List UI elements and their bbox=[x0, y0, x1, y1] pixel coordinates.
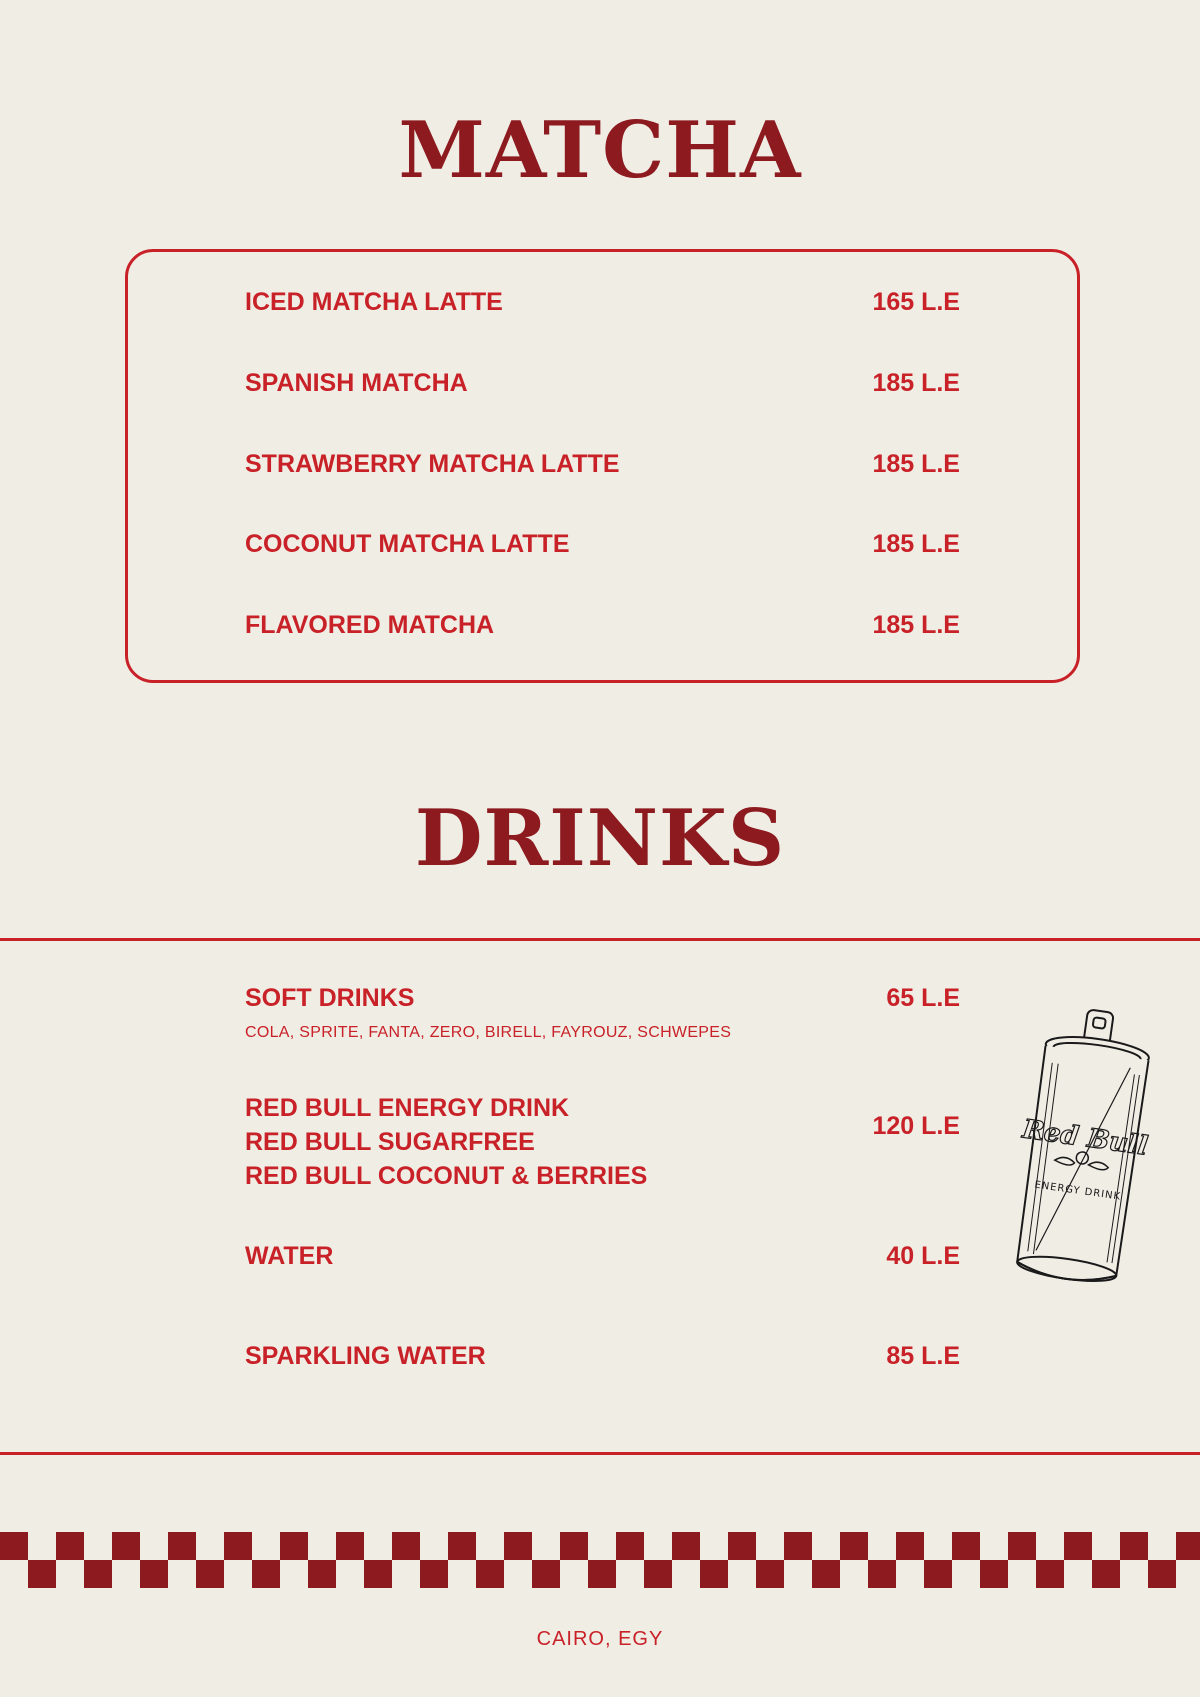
item-name: FLAVORED MATCHA bbox=[245, 611, 495, 639]
checker-square bbox=[588, 1560, 616, 1588]
item-name: SOFT DRINKS bbox=[245, 984, 415, 1012]
checker-square bbox=[308, 1560, 336, 1588]
matcha-title: MATCHA bbox=[398, 105, 802, 196]
checker-square bbox=[784, 1532, 812, 1560]
item-name: RED BULL SUGARFREE bbox=[245, 1128, 535, 1156]
checker-square bbox=[840, 1532, 868, 1560]
item-name: SPARKLING WATER bbox=[245, 1342, 486, 1370]
can-brand-text: Red Bull bbox=[1020, 1114, 1150, 1162]
checker-square bbox=[56, 1532, 84, 1560]
checker-square bbox=[448, 1532, 476, 1560]
checker-square bbox=[364, 1560, 392, 1588]
checker-square bbox=[812, 1560, 840, 1588]
checker-square bbox=[392, 1532, 420, 1560]
checker-square bbox=[700, 1560, 728, 1588]
checker-square bbox=[868, 1560, 896, 1588]
checker-square bbox=[532, 1560, 560, 1588]
checker-square bbox=[1064, 1532, 1092, 1560]
checker-square bbox=[1148, 1560, 1176, 1588]
item-price: 185 L.E bbox=[872, 369, 960, 397]
checkered-border bbox=[0, 1532, 1200, 1588]
drinks-title: DRINKS bbox=[414, 793, 786, 884]
checker-square bbox=[280, 1532, 308, 1560]
checker-square bbox=[0, 1532, 28, 1560]
checker-square bbox=[896, 1532, 924, 1560]
checker-square bbox=[224, 1532, 252, 1560]
checker-square bbox=[504, 1532, 532, 1560]
checker-square bbox=[980, 1560, 1008, 1588]
divider-top bbox=[0, 938, 1200, 941]
checker-square bbox=[672, 1532, 700, 1560]
checker-square bbox=[616, 1532, 644, 1560]
item-price: 120 L.E bbox=[872, 1112, 960, 1140]
item-name: WATER bbox=[245, 1242, 334, 1270]
soft-drinks-list: COLA, SPRITE, FANTA, ZERO, BIRELL, FAYROUZ, SCHWEPES bbox=[245, 1024, 732, 1041]
item-price: 185 L.E bbox=[872, 611, 960, 639]
item-name: RED BULL COCONUT & BERRIES bbox=[245, 1162, 648, 1190]
divider-bottom bbox=[0, 1452, 1200, 1455]
checker-square bbox=[84, 1560, 112, 1588]
checker-square bbox=[168, 1532, 196, 1560]
item-price: 40 L.E bbox=[886, 1242, 960, 1270]
checker-square bbox=[476, 1560, 504, 1588]
item-price: 185 L.E bbox=[872, 450, 960, 478]
item-name: RED BULL ENERGY DRINK bbox=[245, 1094, 570, 1122]
checker-square bbox=[1092, 1560, 1120, 1588]
checker-square bbox=[728, 1532, 756, 1560]
checker-square bbox=[924, 1560, 952, 1588]
item-name: STRAWBERRY MATCHA LATTE bbox=[245, 450, 620, 478]
energy-drink-can-icon bbox=[998, 1008, 1168, 1298]
checker-square bbox=[952, 1532, 980, 1560]
checker-square bbox=[112, 1532, 140, 1560]
item-name: ICED MATCHA LATTE bbox=[245, 288, 503, 316]
checker-square bbox=[644, 1560, 672, 1588]
checker-square bbox=[28, 1560, 56, 1588]
item-price: 185 L.E bbox=[872, 530, 960, 558]
footer-location: CAIRO, EGY bbox=[536, 1628, 664, 1650]
checker-square bbox=[1176, 1532, 1200, 1560]
item-price: 65 L.E bbox=[886, 984, 960, 1012]
item-price: 85 L.E bbox=[886, 1342, 960, 1370]
item-name: COCONUT MATCHA LATTE bbox=[245, 530, 570, 558]
checker-square bbox=[1036, 1560, 1064, 1588]
checker-square bbox=[560, 1532, 588, 1560]
checker-square bbox=[252, 1560, 280, 1588]
checker-square bbox=[196, 1560, 224, 1588]
checker-square bbox=[756, 1560, 784, 1588]
can-subtext: ENERGY DRINK bbox=[1033, 1179, 1122, 1203]
item-name: SPANISH MATCHA bbox=[245, 369, 468, 397]
checker-square bbox=[336, 1532, 364, 1560]
checker-square bbox=[1008, 1532, 1036, 1560]
checker-square bbox=[420, 1560, 448, 1588]
checker-square bbox=[140, 1560, 168, 1588]
checker-square bbox=[1120, 1532, 1148, 1560]
item-price: 165 L.E bbox=[872, 288, 960, 316]
